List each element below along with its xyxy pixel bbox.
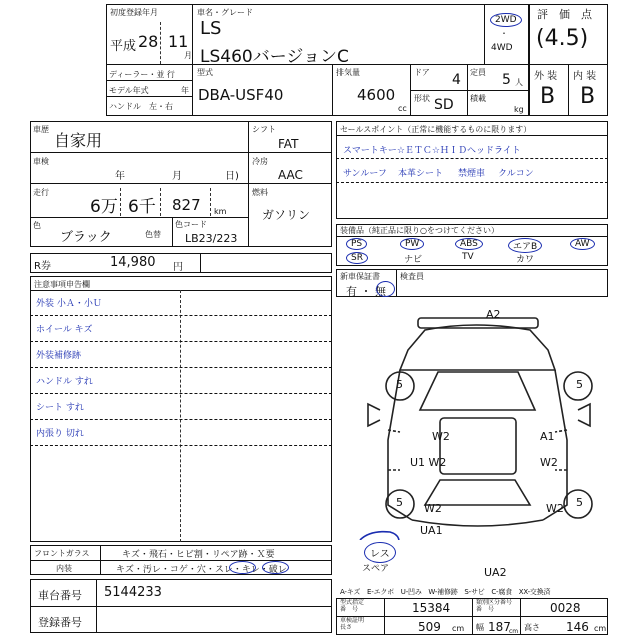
equipment-item: AW xyxy=(570,238,595,250)
mileage-man: 6万 xyxy=(90,197,118,217)
height-value: 146 xyxy=(566,620,589,634)
equipment-item: PW xyxy=(400,238,424,250)
width-unit: cm xyxy=(509,628,519,635)
color-change-label: 色替 xyxy=(145,230,161,239)
damage-mark: UA1 xyxy=(420,524,443,537)
width-label: 幅 xyxy=(476,623,484,632)
registration-era: 平成 xyxy=(110,39,137,54)
category-value: 0028 xyxy=(550,601,581,615)
windshield-options: キズ・飛石・ヒビ割・リペア跡・Ｘ要 xyxy=(122,550,275,560)
selling-point-nonsmoking: 禁煙車 xyxy=(458,169,486,179)
car-front-outline xyxy=(400,325,555,370)
note-line: ハンドル すれ xyxy=(36,377,93,387)
spare-tire-text: スペア xyxy=(362,564,390,574)
fuel-label: 燃料 xyxy=(252,188,268,197)
score-value: (4.5) xyxy=(536,26,589,51)
color-code-label: 色コード xyxy=(175,220,207,229)
usage-value: 自家用 xyxy=(54,131,103,150)
note-divider xyxy=(30,419,332,420)
aircon-value: AAC xyxy=(278,168,303,182)
type-cert-value: 15384 xyxy=(412,601,451,615)
interior-score: B xyxy=(580,84,596,109)
interior-sure-circle xyxy=(229,561,256,574)
car-roof-panel xyxy=(440,418,516,474)
note-line: 外装 小Ａ・小Ｕ xyxy=(36,299,102,309)
car-windshield xyxy=(420,372,535,410)
damage-mark: W2 xyxy=(540,456,558,469)
registration-label: 登録番号 xyxy=(38,616,82,629)
damage-mark: W2 xyxy=(546,502,564,515)
inspection-year: 年 xyxy=(115,171,125,182)
damage-mark: 5 xyxy=(396,378,403,391)
damage-mark: W2 xyxy=(424,502,442,515)
exterior-label: 外 装 xyxy=(534,71,558,82)
mirror-left xyxy=(368,404,380,426)
inspection-month: 月 xyxy=(172,171,182,182)
note-divider xyxy=(30,367,332,368)
aircon-label: 冷房 xyxy=(252,157,268,166)
height-unit: cm xyxy=(594,624,607,633)
legend-text: A-キズ E-エクボ U-凹み W-補修跡 S-サビ C-腐食 XX-交換済 xyxy=(340,588,551,596)
exterior-score: B xyxy=(540,84,556,109)
load-label: 積載 xyxy=(470,94,486,103)
color-code-value: LB23/223 xyxy=(185,232,238,245)
note-line: シート すれ xyxy=(36,403,84,413)
selling-point-sunroof: サンルーフ xyxy=(343,169,387,179)
height-label: 高さ xyxy=(524,623,540,632)
shift-label: シフト xyxy=(252,125,276,134)
notes-label: 注意事項申告欄 xyxy=(34,280,90,289)
drive-4wd: 4WD xyxy=(491,43,513,53)
selling-point-line1: スマートキー☆ＥＴＣ☆ＨＩＤヘッドライト xyxy=(343,146,521,156)
capacity-value: 5 xyxy=(502,72,511,88)
damage-mark: W2 xyxy=(432,430,450,443)
shape-label: 形状 xyxy=(414,94,430,103)
note-divider xyxy=(30,445,332,446)
shape-value: SD xyxy=(434,97,454,113)
displacement-value: 4600 xyxy=(357,86,396,104)
damage-mark: 5 xyxy=(576,496,583,509)
length-value: 509 xyxy=(418,620,441,634)
inspection-day: 日) xyxy=(225,171,239,182)
interior-options: キズ・汚レ・コゲ・穴・スレ・キレ・破レ xyxy=(116,565,287,575)
equipment-item: ナビ xyxy=(404,255,423,265)
handle-label: ハンドル 左・右 xyxy=(109,102,173,111)
car-grade: LS460バージョンC xyxy=(200,47,349,67)
model-year-label: モデル年式 xyxy=(109,86,149,95)
mileage-value: 827 xyxy=(172,196,201,214)
car-top-roof xyxy=(418,318,538,328)
note-line: 内張り 切れ xyxy=(36,429,84,439)
month-label: 月 xyxy=(184,51,192,60)
warranty-value: 有 ・ 無 xyxy=(346,285,386,298)
width-value: 187 xyxy=(488,620,511,634)
inspector-label: 検査員 xyxy=(400,272,424,281)
note-line: ホイール キズ xyxy=(36,325,93,335)
recycle-unit: 円 xyxy=(173,262,183,273)
shift-value: FAT xyxy=(278,137,299,151)
displacement-label: 排気量 xyxy=(336,68,360,77)
recycle-value: 14,980 xyxy=(110,255,156,270)
type-label: 型式 xyxy=(197,68,213,77)
mirror-right xyxy=(578,404,590,426)
mileage-sen: 6千 xyxy=(128,197,156,217)
dealer-label: ディーラー・並 行 xyxy=(109,70,175,79)
equipment-item: TV xyxy=(462,252,474,262)
interior-kire-circle xyxy=(262,561,289,574)
warranty-label: 新車保証書 xyxy=(340,272,380,281)
color-label: 色 xyxy=(33,221,41,230)
length-label: 車検証明 長さ xyxy=(340,617,365,631)
door-label: ドア xyxy=(414,68,430,77)
equipment-item: ABS xyxy=(455,238,483,250)
registration-date-label: 初度登録年月 xyxy=(110,8,158,17)
warranty-circle xyxy=(376,281,395,297)
mileage-unit: km xyxy=(214,207,227,216)
car-name: LS xyxy=(200,18,222,39)
car-body-right xyxy=(543,370,567,520)
damage-mark: UA2 xyxy=(484,566,507,579)
mileage-label: 走行 xyxy=(33,188,49,197)
damage-mark: 5 xyxy=(396,496,403,509)
note-divider xyxy=(30,315,332,316)
kg-unit: kg xyxy=(514,105,524,114)
spare-tire xyxy=(360,532,399,540)
capacity-label: 定員 xyxy=(470,68,486,77)
door-value: 4 xyxy=(452,72,461,88)
selling-point-leather: 本革シート xyxy=(398,169,444,179)
equipment-item: SR xyxy=(346,252,368,264)
usage-label: 車歴 xyxy=(33,125,49,134)
fuel-value: ガソリン xyxy=(262,208,311,222)
damage-mark: A1 xyxy=(540,430,555,443)
type-value: DBA-USF40 xyxy=(198,86,284,104)
equipment-item: PS xyxy=(346,238,367,250)
chassis-value: 5144233 xyxy=(104,585,162,600)
recycle-label: R券 xyxy=(34,261,51,272)
color-value: ブラック xyxy=(60,230,112,245)
damage-mark: 5 xyxy=(576,378,583,391)
spare-tire-label: レス xyxy=(364,542,396,563)
year-char: 年 xyxy=(181,86,189,95)
note-divider xyxy=(30,341,332,342)
interior-label: 内 装 xyxy=(573,71,597,82)
category-label: 類別区分番号 番 号 xyxy=(476,599,513,613)
score-label: 評 価 点 xyxy=(537,8,592,21)
selling-point-cruise: クルコン xyxy=(498,169,534,179)
damage-mark: A2 xyxy=(486,308,501,321)
selling-points-label: セールスポイント（正常に機能するものに限ります） xyxy=(340,125,532,134)
registration-year: 28 xyxy=(138,32,159,51)
interior-condition-label: 内装 xyxy=(56,564,72,573)
equipment-label: 装備品（純正品に限り○をつけてください） xyxy=(340,226,499,235)
door-line-left xyxy=(388,430,400,470)
note-divider xyxy=(30,393,332,394)
inspection-label: 車検 xyxy=(33,157,49,166)
drive-dot: ・ xyxy=(500,29,508,38)
length-unit: cm xyxy=(452,624,465,633)
equipment-item: カワ xyxy=(516,255,535,265)
damage-mark: U1 W2 xyxy=(410,456,447,469)
cc-unit: cc xyxy=(398,104,407,113)
drive-2wd: 2WD xyxy=(490,13,522,27)
note-line: 外装補修跡 xyxy=(36,351,82,361)
registration-month: 11 xyxy=(168,32,189,51)
car-name-label: 車名・グレード xyxy=(197,8,253,17)
equipment-item: エアB xyxy=(508,238,542,253)
type-cert-label: 型式指定 番 号 xyxy=(340,599,365,613)
person-unit: 人 xyxy=(515,78,523,87)
windshield-label: フロントガラス xyxy=(34,549,90,558)
chassis-label: 車台番号 xyxy=(38,589,82,602)
